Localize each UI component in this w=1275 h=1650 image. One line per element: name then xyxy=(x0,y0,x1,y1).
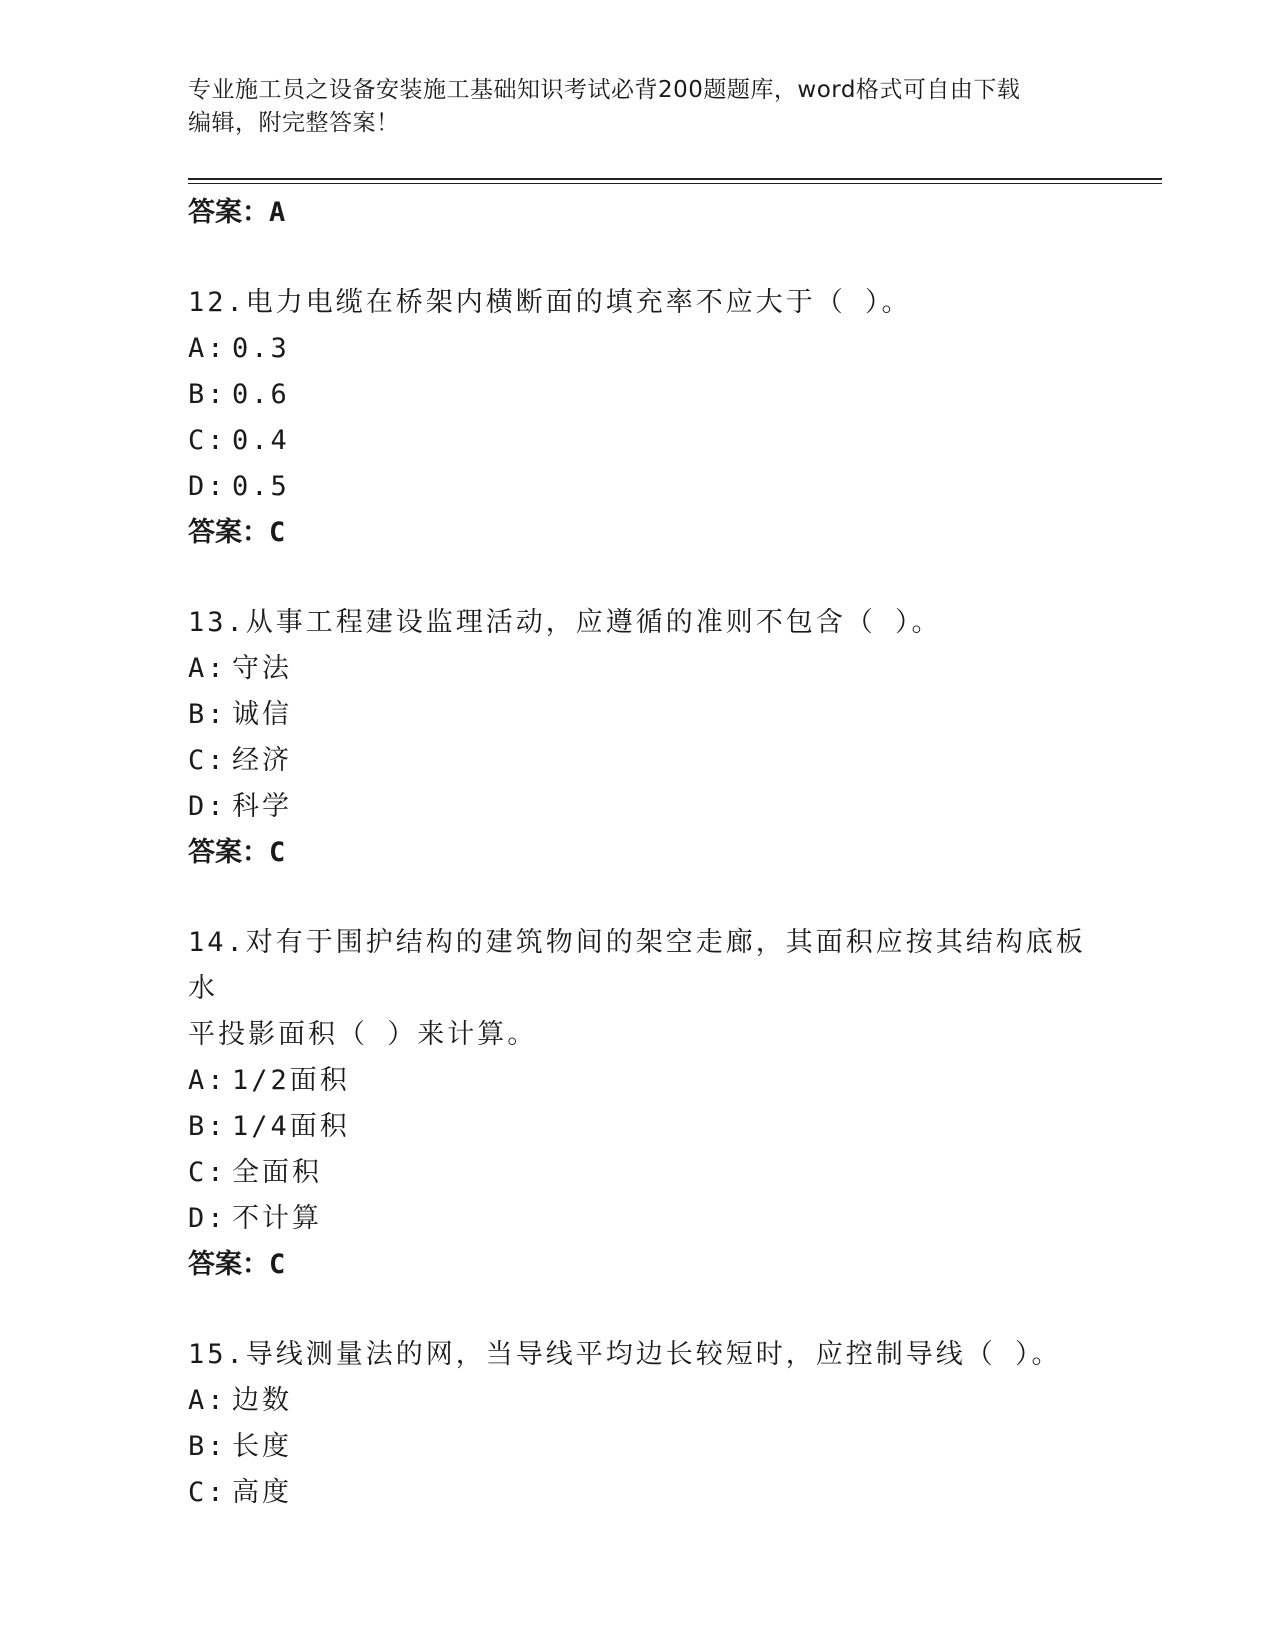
option-b xyxy=(188,692,1088,738)
option-value: 0.5 xyxy=(232,471,290,502)
option-value: 长度 xyxy=(232,1431,292,1462)
answer-11: 答案：A xyxy=(188,197,286,228)
header-divider-thick xyxy=(188,178,1162,180)
option-key: B: xyxy=(188,1431,227,1462)
option-key: D: xyxy=(188,471,227,502)
question-list xyxy=(188,190,1088,1516)
question-text: 12.电力电缆在桥架内横断面的填充率不应大于（ ）。 xyxy=(188,287,912,318)
option-key: C: xyxy=(188,1157,227,1188)
question-14 xyxy=(188,920,1088,1288)
option-c xyxy=(188,418,1088,464)
option-a xyxy=(188,1058,1088,1104)
option-b xyxy=(188,1104,1088,1150)
option-a xyxy=(188,1378,1088,1424)
option-key: C: xyxy=(188,745,227,776)
option-a xyxy=(188,326,1088,372)
option-value: 边数 xyxy=(232,1385,292,1416)
option-value: 1/4面积 xyxy=(232,1111,350,1142)
option-value: 科学 xyxy=(232,791,292,822)
option-key: A: xyxy=(188,1385,227,1416)
question-text: 15.导线测量法的网，当导线平均边长较短时，应控制导线（ ）。 xyxy=(188,1339,1062,1370)
option-key: D: xyxy=(188,1203,227,1234)
question-text-line-1: 14.对有于围护结构的建筑物间的架空走廊，其面积应按其结构底板水 xyxy=(188,927,1086,1004)
option-c xyxy=(188,1470,1088,1516)
answer-13: 答案：C xyxy=(188,837,286,868)
option-value: 诚信 xyxy=(232,699,292,730)
option-d xyxy=(188,464,1088,510)
question-12 xyxy=(188,280,1088,556)
option-value: 0.6 xyxy=(232,379,290,410)
option-key: A: xyxy=(188,653,227,684)
option-b xyxy=(188,1424,1088,1470)
question-13 xyxy=(188,600,1088,876)
option-value: 1/2面积 xyxy=(232,1065,350,1096)
document-header xyxy=(188,74,1088,140)
option-c xyxy=(188,738,1088,784)
option-value: 0.3 xyxy=(232,333,290,364)
option-key: C: xyxy=(188,425,227,456)
option-key: A: xyxy=(188,1065,227,1096)
header-line-1: 专业施工员之设备安装施工基础知识考试必背200题题库，word格式可自由下载 xyxy=(188,77,1021,103)
question-text-line-2: 平投影面积（ ）来计算。 xyxy=(188,1019,538,1050)
option-value: 全面积 xyxy=(232,1157,322,1188)
option-value: 经济 xyxy=(232,745,292,776)
option-key: B: xyxy=(188,1111,227,1142)
option-d xyxy=(188,1196,1088,1242)
answer-12: 答案：C xyxy=(188,517,286,548)
option-value: 高度 xyxy=(232,1477,292,1508)
option-b xyxy=(188,372,1088,418)
option-a xyxy=(188,646,1088,692)
option-value: 不计算 xyxy=(232,1203,322,1234)
question-text: 13.从事工程建设监理活动，应遵循的准则不包含（ ）。 xyxy=(188,607,942,638)
header-divider-thin xyxy=(188,183,1162,184)
option-key: B: xyxy=(188,699,227,730)
option-key: C: xyxy=(188,1477,227,1508)
option-value: 0.4 xyxy=(232,425,290,456)
option-value: 守法 xyxy=(232,653,292,684)
option-key: A: xyxy=(188,333,227,364)
option-key: D: xyxy=(188,791,227,822)
option-key: B: xyxy=(188,379,227,410)
option-c xyxy=(188,1150,1088,1196)
option-d xyxy=(188,784,1088,830)
question-15 xyxy=(188,1332,1088,1516)
header-line-2: 编辑，附完整答案！ xyxy=(188,110,400,136)
answer-14: 答案：C xyxy=(188,1249,286,1280)
